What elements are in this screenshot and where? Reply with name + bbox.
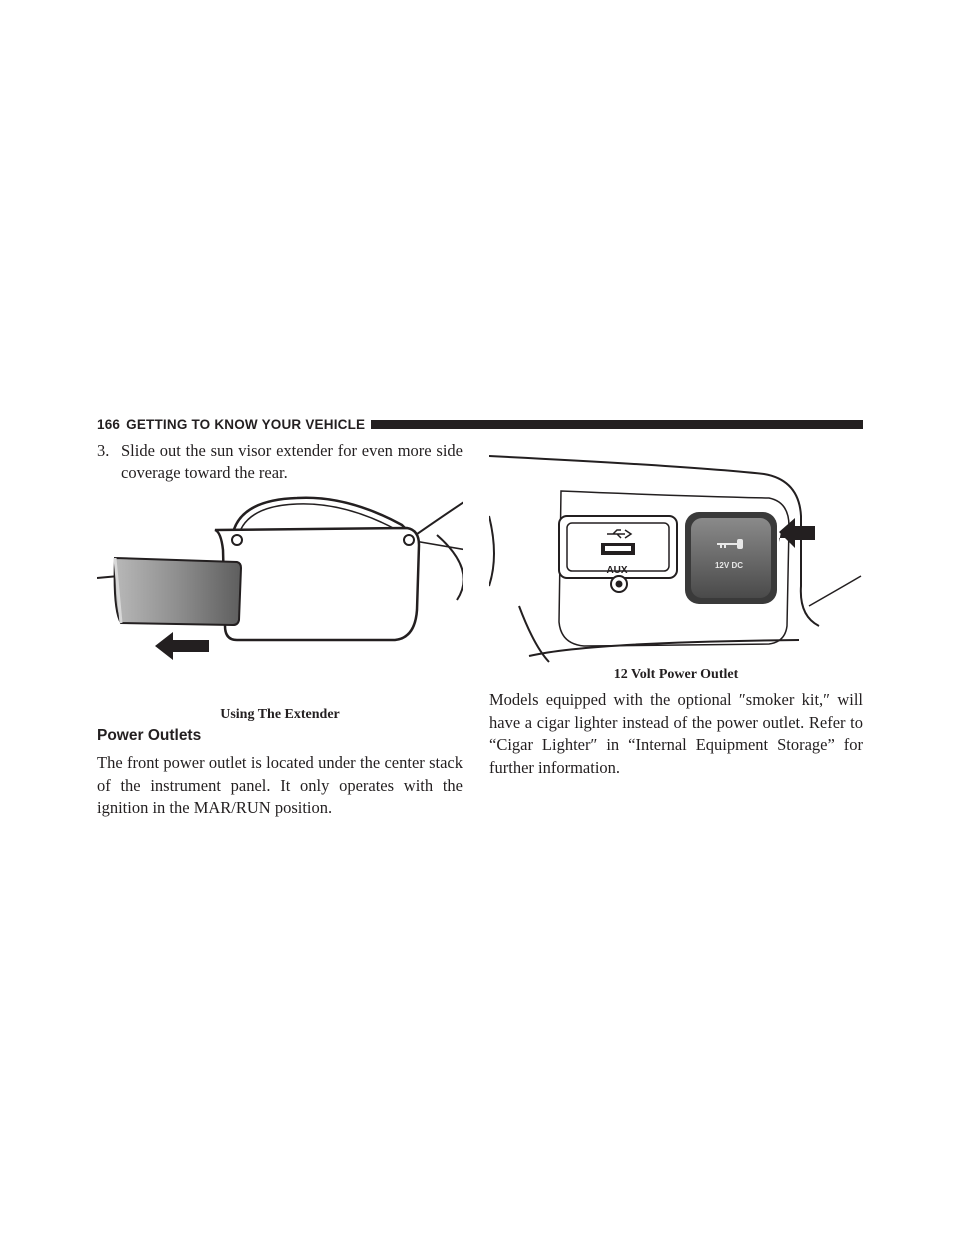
left-column: [97, 440, 463, 484]
outlet-label: 12V DC: [714, 561, 744, 570]
aux-label: AUX: [606, 565, 628, 576]
header-rule: [371, 420, 863, 429]
figure-caption-extender: Using The Extender: [220, 707, 340, 722]
step-number: 3.: [97, 441, 110, 460]
step-text: Slide out the sun visor extender for even more side coverage toward the rear.: [121, 441, 463, 482]
section-title: GETTING TO KNOW YOUR VEHICLE: [126, 416, 366, 432]
page-number: 166: [97, 416, 121, 432]
instruction-step: [97, 440, 463, 484]
power-outlet-illustration: [489, 446, 863, 664]
page-header: [97, 414, 863, 434]
sun-visor-figure: [97, 490, 463, 700]
smoker-kit-paragraph: Models equipped with the optional ″smoker kit,″ will have a cigar lighter instead of the power outlet. Refer to “Cigar Lighter″ in “Internal Equipment Storage” for further information.: [489, 690, 863, 777]
power-outlets-paragraph: The front power outlet is located under the center stack of the instrument panel. It only operates with the ignition in the MAR/RUN position.: [97, 753, 463, 817]
sun-visor-illustration: [97, 490, 463, 700]
power-outlet-figure: [489, 446, 863, 664]
figure-caption-outlet: 12 Volt Power Outlet: [613, 667, 739, 682]
section-subheading: Power Outlets: [97, 727, 202, 744]
